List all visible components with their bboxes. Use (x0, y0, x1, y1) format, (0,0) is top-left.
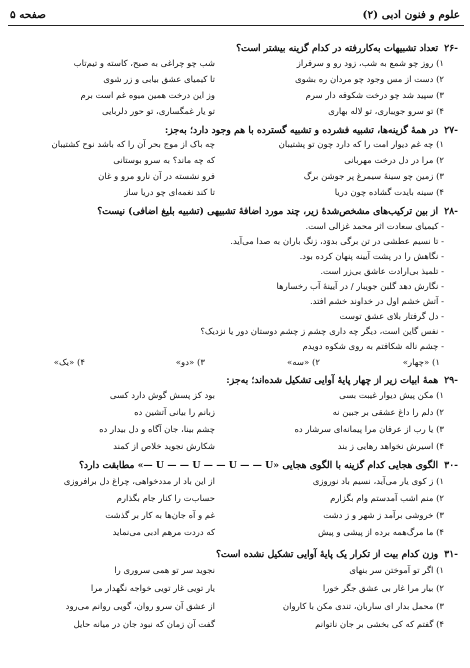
q31-verse-4-a: ۴) گفتم که کی بخشی بر جان ناتوانم (315, 620, 444, 630)
q31-verse-4-b: گفت آن زمان که نبود جان در میانه حایل (73, 620, 215, 630)
q26-verse-2-a: ۲) دست از مس وجود چو مردان ره بشوی (295, 75, 444, 85)
q29-verse-3-b: چشم بینا، جان آگاه و دل بیدار ده (99, 425, 215, 435)
subject-title: علوم و فنون ادبی (۲) (362, 9, 460, 21)
q29-verse-4-b: شکارش نجوید خلاص از کمند (113, 442, 215, 452)
q26-verse-1-a: ۱) روز چو شمع به شب، زود رو و سرفراز (296, 59, 444, 69)
question-27: -۲۷در همهٔ گزینه‌ها، تشبیه فشرده و تشبیه گسترده با هم وجود دارد؛ به‌جز: (164, 125, 458, 136)
q27-verse-3-a: ۳) زمین چو سینهٔ سیمرغ پر جوشن برگ (303, 172, 444, 182)
q30-verse-4-b: که دردت مرهم ادبی می‌نماید (112, 528, 215, 538)
header-divider (8, 25, 464, 26)
page-number: صفحه ۵ (10, 9, 46, 21)
q28-option-1[interactable]: ۱) «چهار» (402, 358, 440, 368)
q28-item-3: - نگاهش را در پشت آیینه پنهان کرده بود. (299, 252, 444, 262)
q29-verse-2-b: زبانم را بیانی آتشین ده (134, 408, 215, 418)
q30-verse-3-a: ۳) خروشی برآمد ز شهر و ز دشت (323, 511, 444, 521)
q30-verse-3-b: غم و آه جان‌ها به کار بر گذشت (105, 511, 215, 521)
q28-item-4: - تلمیذ بی‌ارادت عاشق بی‌زر است. (320, 267, 444, 277)
question-26: -۲۶تعداد تشبیهات به‌کاررفته در کدام گزینه بیشتر است؟ (236, 43, 458, 54)
question-29: -۲۹همهٔ ابیات زیر از چهار پایهٔ آوایی تشکیل شده‌اند؛ به‌جز: (226, 375, 458, 386)
q28-item-8: - نفس گاین است، دیگر چه داری چشم ز چشم دوستان دور یا نزدیک؟ (200, 327, 444, 337)
q31-verse-3-b: از عشق آن سرو روان، گویی روانم می‌رود (65, 602, 215, 612)
q26-verse-2-b: تا کیمیای عشق بیابی و زر شوی (103, 75, 215, 85)
q28-item-2: - تا نسیم عطشی در تن برگی بدوَد، زنگ باران به صدا می‌آید. (230, 237, 444, 247)
q30-verse-1-a: ۱) ز کوی یار می‌آید، نسیم باد نوروزی (312, 477, 444, 487)
q31-verse-2-b: یار تویی غار تویی خواجه نگهدار مرا (90, 584, 215, 594)
q28-item-7: - دل گرفتار بلای عشق توست (339, 312, 444, 322)
q28-item-1: - کیمیای سعادت اثر محمد غزالی است. (305, 222, 444, 232)
q31-verse-3-a: ۳) محمل بدار ای ساربان، تندی مکن با کاروان (282, 602, 444, 612)
q28-option-3[interactable]: ۳) «دو» (175, 358, 205, 368)
q28-option-2[interactable]: ۲) «سه» (286, 358, 320, 368)
q29-verse-4-a: ۴) اسیرش نخواهد رهایی ز بند (337, 442, 444, 452)
q31-verse-1-b: نجوید سر تو همی سروری را (114, 566, 215, 576)
q28-item-5: - نگارش دهد گلبن جویبار / در آیینهٔ آب رخسارها (276, 282, 444, 292)
q30-verse-1-b: از این باد ار مددخواهی، چراغ دل برافروزی (63, 477, 215, 487)
question-28: -۲۸از بین ترکیب‌های مشخص‌شدهٔ زیر، چند مورد اضافهٔ تشبیهی (تشبیه بلیغ اضافی) نیست؟ (97, 206, 458, 217)
q29-verse-3-a: ۳) یا رب از عرفان مرا پیمانه‌ای سرشار ده (294, 425, 444, 435)
q30-verse-2-a: ۲) منم اشب آمدستم وام بگزارم (330, 494, 444, 504)
question-30: -۳۰الگوی هجایی کدام گزینه با الگوی هجایی «U — — U — — U — — U —» مطابقت دارد؟ (78, 460, 458, 471)
q26-verse-3-b: وز این درخت همین میوه غم است برم (80, 91, 215, 101)
q31-verse-2-a: ۲) بیار مرا غار بی عشق جگر خورا (322, 584, 444, 594)
q28-option-4[interactable]: ۴) «یک» (53, 358, 85, 368)
q26-verse-1-b: شب چو چراغی به صبح، کاسته و تیم‌تاب (73, 59, 215, 69)
q26-verse-4-b: تو یار غمگساری، تو حور دلربایی (101, 107, 215, 117)
q27-verse-2-b: که چه ماند؟ به سرو بوستانی (113, 156, 215, 166)
q29-verse-2-a: ۲) دلم را داغ عشقی بر جبین نه (332, 408, 444, 418)
question-31: -۳۱وزن کدام بیت از تکرار یک پایهٔ آوایی تشکیل نشده است؟ (215, 549, 458, 560)
q27-verse-3-b: فرو نشسته در آن نارو مرو و غان (98, 172, 215, 182)
q26-verse-4-a: ۴) تو سرو جویباری، تو لاله بهاری (328, 107, 444, 117)
q28-item-9: - چشم ناله شکافتم به روی شکوه دویدم (302, 342, 444, 352)
q31-verse-1-a: ۱) اگر تو آموختن سر بنهای (349, 566, 444, 576)
q26-verse-3-a: ۳) سپید شد چو درخت شکوفه دار سرم (305, 91, 444, 101)
q29-verse-1-a: ۱) مکن پیش دیوار غیبت بسی (339, 391, 444, 401)
q27-verse-2-a: ۲) مرا در دل درخت مهربانی (344, 156, 444, 166)
q28-item-6: - آتش خشم اول در خداوند خشم افتد. (309, 297, 444, 307)
q29-verse-1-b: بود کز پسش گوش دارد کسی (109, 391, 215, 401)
q27-verse-4-b: تا کند نغمه‌ای چو دریا ساز (124, 188, 215, 198)
q27-verse-1-a: ۱) چه غم دیوار امت را که دارد چون تو پشتیبان (278, 140, 444, 150)
q27-verse-1-b: چه باک از موج بحر آن را که باشد نوح کشتیبان (51, 140, 215, 150)
q27-verse-4-a: ۴) سینه بایدت گشاده چون دریا (334, 188, 444, 198)
q30-verse-2-b: حساب‌ت را کنار جام بگذارم (116, 494, 215, 504)
q30-verse-4-a: ۴) ما مرگ‌همه برده از پیشی و پیش (318, 528, 444, 538)
